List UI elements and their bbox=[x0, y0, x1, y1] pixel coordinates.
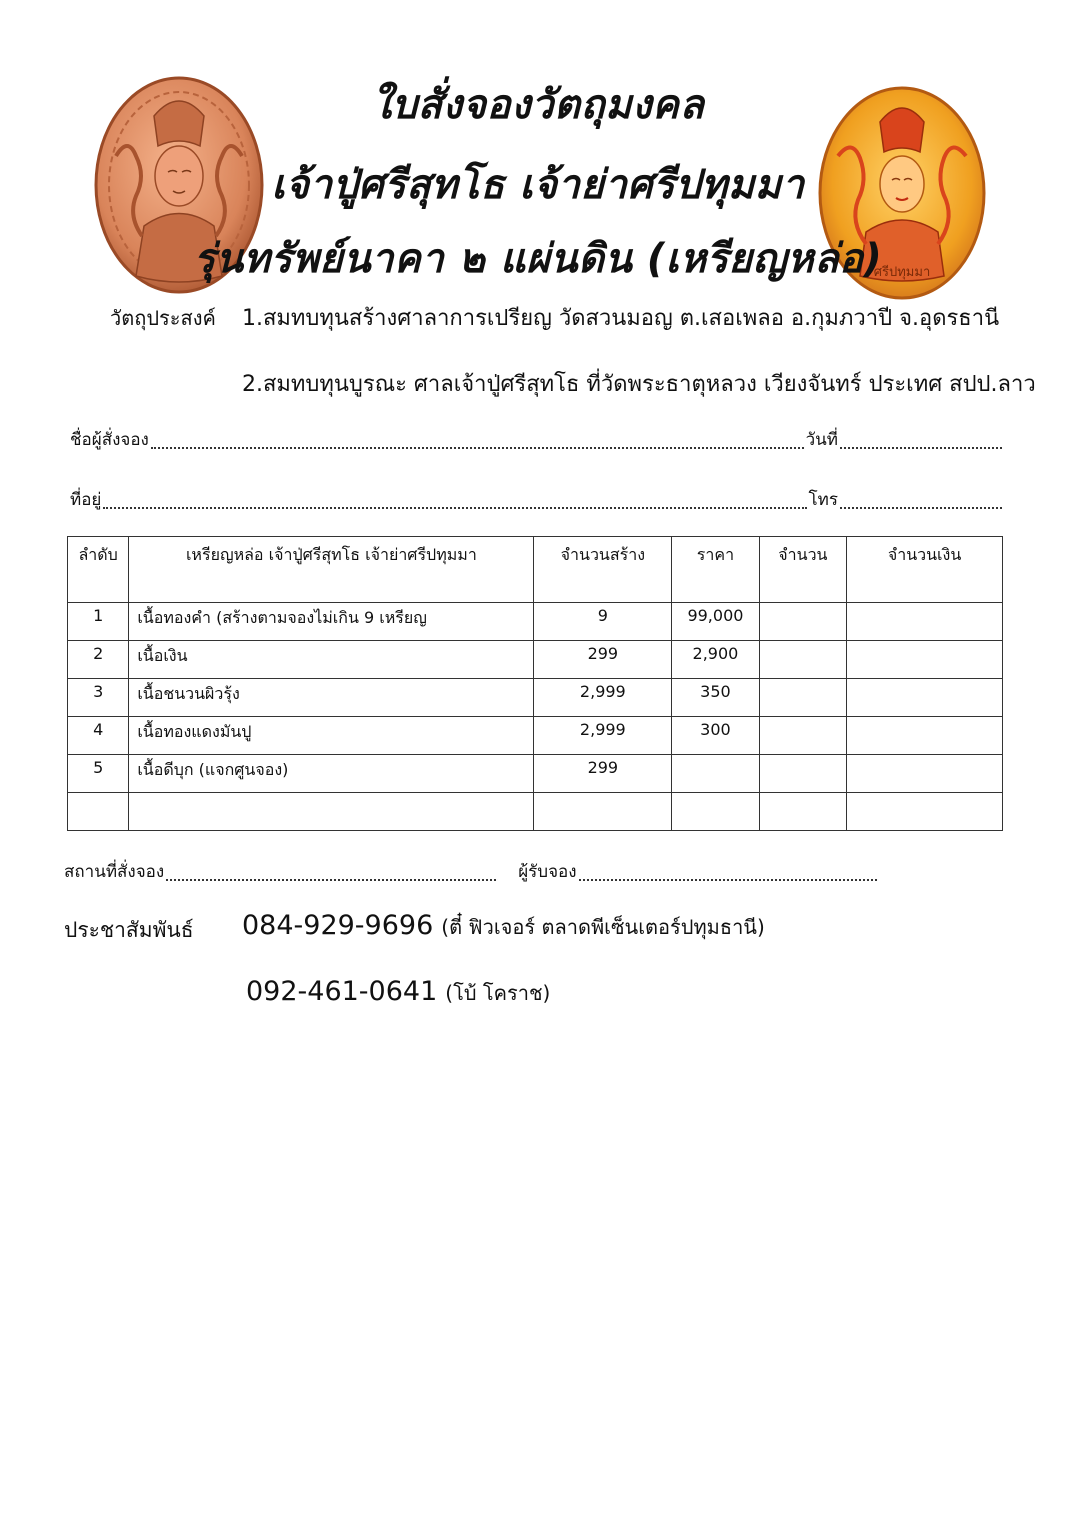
row-built: 9 bbox=[534, 603, 672, 641]
header-item: เหรียญหล่อ เจ้าปู่ศรีสุทโธ เจ้าย่าศรีปทุมมา bbox=[129, 537, 534, 603]
row-amount-cell[interactable] bbox=[847, 641, 1003, 679]
row-amount-cell[interactable] bbox=[847, 717, 1003, 755]
table-row bbox=[68, 603, 1003, 641]
row-price bbox=[672, 793, 759, 831]
row-item: เนื้อดีบุก (แจกศูนจอง) bbox=[129, 755, 534, 793]
contact-label: ประชาสัมพันธ์ bbox=[64, 918, 194, 942]
row-amount-cell[interactable] bbox=[847, 679, 1003, 717]
orderer-name-label: ชื่อผู้สั่งจอง bbox=[70, 430, 149, 450]
header-built: จำนวนสร้าง bbox=[534, 537, 672, 603]
receiver-field[interactable] bbox=[579, 878, 877, 881]
row-amount-cell[interactable] bbox=[847, 603, 1003, 641]
row-price: 300 bbox=[672, 717, 759, 755]
row-price bbox=[672, 755, 759, 793]
row-qty-cell[interactable] bbox=[759, 679, 846, 717]
row-item: เนื้อทองคำ (สร้างตามจองไม่เกิน 9 เหรียญ bbox=[129, 603, 534, 641]
address-row bbox=[70, 486, 1002, 513]
contact-note-1: (ตี๋ ฟิวเจอร์ ตลาดพีเซ็นเตอร์ปทุมธานี) bbox=[441, 915, 765, 939]
row-qty-cell[interactable] bbox=[759, 793, 846, 831]
table-header-row bbox=[68, 537, 1003, 603]
row-item: เนื้อเงิน bbox=[129, 641, 534, 679]
orderer-name-row bbox=[70, 426, 1002, 453]
row-item: เนื้อชนวนผิวรุ้ง bbox=[129, 679, 534, 717]
row-no: 1 bbox=[68, 603, 129, 641]
order-place-label: สถานที่สั่งจอง bbox=[64, 862, 165, 882]
row-price: 2,900 bbox=[672, 641, 759, 679]
row-built: 299 bbox=[534, 641, 672, 679]
order-place-field[interactable] bbox=[166, 878, 496, 881]
signoff-row bbox=[64, 858, 877, 885]
header-amount: จำนวนเงิน bbox=[847, 537, 1003, 603]
row-built: 2,999 bbox=[534, 679, 672, 717]
row-amount-cell[interactable] bbox=[847, 793, 1003, 831]
purpose-item-2: 2.สมทบทุนบูรณะ ศาลเจ้าปู่ศรีสุทโธ ที่วัดพระธาตุหลวง เวียงจันทร์ ประเทศ สปป.ลาว bbox=[242, 372, 1036, 397]
row-item[interactable] bbox=[129, 793, 534, 831]
row-price: 99,000 bbox=[672, 603, 759, 641]
row-no bbox=[68, 793, 129, 831]
contact-entry-1 bbox=[242, 910, 765, 943]
title-line-2: เจ้าปู่ศรีสุทโธ เจ้าย่าศรีปทุมมา bbox=[271, 162, 805, 208]
purpose-label: วัตถุประสงค์ bbox=[110, 306, 216, 330]
row-no: 5 bbox=[68, 755, 129, 793]
table-row bbox=[68, 679, 1003, 717]
row-no: 2 bbox=[68, 641, 129, 679]
receiver-label: ผู้รับจอง bbox=[518, 862, 577, 882]
purpose-item-1: 1.สมทบทุนสร้างศาลาการเปรียญ วัดสวนมอญ ต.เสอเพลอ อ.กุมภวาปี จ.อุดรธานี bbox=[242, 306, 1000, 331]
table-row bbox=[68, 641, 1003, 679]
address-label: ที่อยู่ bbox=[70, 490, 102, 510]
row-built: 2,999 bbox=[534, 717, 672, 755]
address-field[interactable] bbox=[103, 506, 806, 509]
row-price: 350 bbox=[672, 679, 759, 717]
date-field[interactable] bbox=[840, 446, 1002, 449]
order-table bbox=[67, 536, 1003, 831]
row-amount-cell[interactable] bbox=[847, 755, 1003, 793]
row-no: 4 bbox=[68, 717, 129, 755]
contact-note-2: (โบ้ โคราช) bbox=[445, 981, 551, 1005]
orderer-name-field[interactable] bbox=[151, 446, 804, 449]
row-item: เนื้อทองแดงมันปู bbox=[129, 717, 534, 755]
row-qty-cell[interactable] bbox=[759, 717, 846, 755]
date-label: วันที่ bbox=[805, 430, 838, 450]
row-qty-cell[interactable] bbox=[759, 603, 846, 641]
table-row bbox=[68, 793, 1003, 831]
row-qty-cell[interactable] bbox=[759, 641, 846, 679]
row-built: 299 bbox=[534, 755, 672, 793]
phone-label: โทร bbox=[808, 490, 838, 510]
phone-field[interactable] bbox=[840, 506, 1002, 509]
row-built bbox=[534, 793, 672, 831]
medal-inscription: ศรีปทุมมา bbox=[873, 265, 931, 280]
title-line-1: ใบสั่งจองวัตถุมงคล bbox=[371, 82, 705, 128]
row-qty-cell[interactable] bbox=[759, 755, 846, 793]
header-no: ลำดับ bbox=[68, 537, 129, 603]
table-row bbox=[68, 717, 1003, 755]
row-no: 3 bbox=[68, 679, 129, 717]
contact-phone-1[interactable]: 084-929-9696 bbox=[242, 910, 434, 941]
table-row bbox=[68, 755, 1003, 793]
header-qty: จำนวน bbox=[759, 537, 846, 603]
contact-phone-2[interactable]: 092-461-0641 bbox=[246, 976, 438, 1007]
header-price: ราคา bbox=[672, 537, 759, 603]
contact-entry-2 bbox=[246, 976, 550, 1009]
title-line-3: รุ่นทรัพย์นาคา ๒ แผ่นดิน (เหรียญหล่อ) bbox=[193, 236, 883, 282]
